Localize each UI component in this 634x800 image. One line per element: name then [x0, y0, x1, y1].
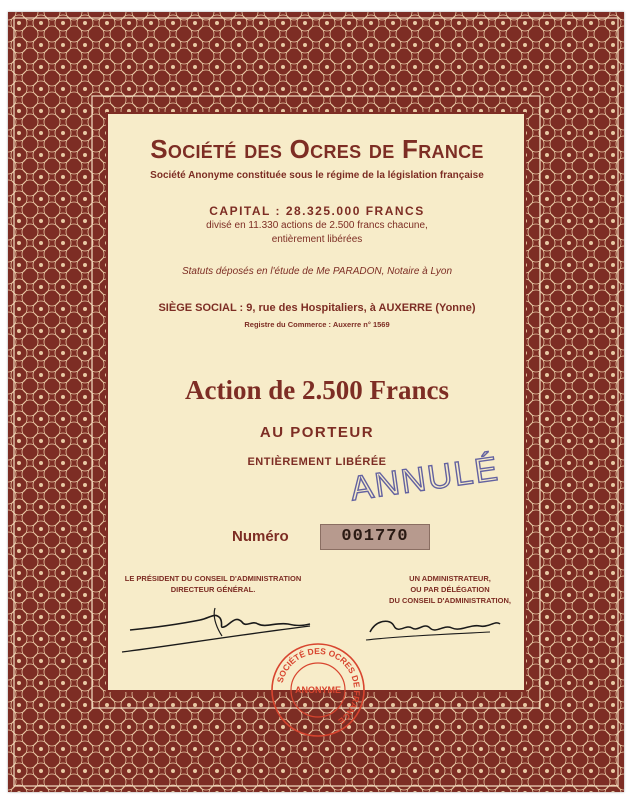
numero-value: 001770	[320, 524, 430, 550]
signatory-right-line2: OU PAR DÉLÉGATION	[410, 585, 490, 594]
signatory-left	[118, 573, 308, 595]
capital-amount: CAPITAL : 28.325.000 FRANCS	[209, 204, 425, 218]
signatory-left-line1: LE PRÉSIDENT DU CONSEIL D'ADMINISTRATION	[124, 574, 302, 583]
annule-stamp: ANNULÉ	[348, 449, 502, 509]
seal-center-text: ANONYME	[294, 685, 342, 695]
signatory-left-line2: DIRECTEUR GÉNÉRAL.	[170, 585, 256, 594]
administrator-signature	[360, 606, 510, 646]
numero-label: Numéro	[232, 528, 289, 545]
registre-commerce: Registre du Commerce : Auxerre n° 1569	[244, 320, 390, 329]
statuts-text: Statuts déposés en l'étude de Me PARADON, Notaire à Lyon	[181, 266, 453, 277]
siege-social: SIÈGE SOCIAL : 9, rue des Hospitaliers, à AUXERRE (Yonne)	[158, 302, 476, 314]
action-type: AU PORTEUR	[259, 424, 375, 441]
capital-detail-2: entièrement libérées	[271, 234, 363, 245]
signatory-right	[360, 573, 540, 606]
company-seal	[268, 640, 368, 740]
seal-ring-text: SOCIÉTÉ DES OCRES DE FRANCE	[274, 645, 363, 727]
signatory-right-line1: UN ADMINISTRATEUR,	[409, 574, 491, 583]
action-title: Action de 2.500 Francs	[185, 375, 449, 405]
company-name: Société des Ocres de France	[150, 134, 484, 164]
action-status: ENTIÈREMENT LIBÉRÉE	[247, 456, 387, 468]
capital-detail-1: divisé en 11.330 actions de 2.500 francs chacune,	[206, 220, 428, 231]
legal-form: Société Anonyme constituée sous le régime de la législation française	[150, 170, 484, 181]
signatory-right-line3: DU CONSEIL D'ADMINISTRATION,	[389, 596, 511, 605]
